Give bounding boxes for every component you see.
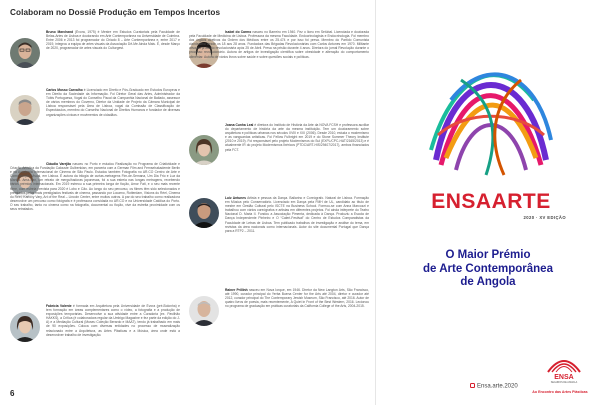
ensa-tagline: Ao Encontro das Artes Plásticas [532, 390, 588, 394]
contributor-name: Bruno Marchand [46, 30, 74, 34]
ensa-logo-icon [544, 352, 584, 384]
portrait-carlos-mosso-carvalho [10, 95, 40, 125]
tagline-line-2: de Arte Contemporânea [423, 262, 553, 275]
contributor-text: nasceu em Nova Iorque, em 1946. Diretor da New Langton Arts, São Francisco, até 1990, curador principal do Yerba Buena Center for the Arts até 2004, diretor e curador até 2012, curador principal do The Contemporary Jewish Museum, São Francisco, até 2016. Autor de quatro livros de poesia, mais recentemente, A Quiet in Front of the Best Western, 2016. Lecionou no programa de graduação em práticas curatoriais da California College of the Arts, 2004-2015. [225, 288, 369, 309]
instagram-icon [470, 383, 475, 388]
page-number: 6 [10, 389, 15, 398]
right-page [376, 0, 600, 405]
contributor-name: Luiz Antunes [225, 196, 246, 200]
bio-carlos-mosso-carvalho [46, 88, 180, 160]
portrait-rainer-prillinh [189, 296, 219, 326]
contributor-name: Joana Cunha Leal [225, 123, 254, 127]
brand-wordmark [416, 190, 566, 214]
bio-joana-cunha-leal [225, 123, 369, 193]
contributor-name: Carlos Mosso Carvalho [46, 88, 83, 92]
contributor-text: (Évora, 1975) é Mestre em Estudos Curatoriais pela Faculdade de Belas-Artes de Lisboa e doutorando em Arte Contemporânea na Universidade de Coimbra. Entre 2006 e 2013 foi programador do Chiado 8 – Arte Contemporânea e, entre 2017 e 2019, integrou a equipa de artes visuais da Associação Dê-Me Ainda Mais. É, desde Março de 2020, programador de artes visuais do Culturgest. [46, 30, 180, 51]
contributor-text: nasceu no Barreiro em 1940. Fez o liceu em Setúbal. Licenciada e doutorada pela Faculdade de Medicina de Lisboa. Professora da mesma Faculdade. Endocrinologista e Endocrinologia. Foi membro dos órgãos diretivos da Ordem dos Médicos entre os 25.474 e por isso foi presa. Membro do Partido Comunista clandestino desde os 18 aos 28 anos. Fundadora das Brigadas Revolucionárias com Carlos Antunes em 1970. Militante ativa da proteção revolucionária após 25 de Abril. Presa na prisão durante 4 anos. Diretora do jornal Revolução durante o processo revolucionário. Autora de artigos de investigação científica sobre obesidade e alteração do comportamento alimentar. Autora de vários livros sobre saúde e sobre questões sociais e políticas. [189, 30, 369, 59]
brand-right: ARTE [491, 190, 551, 213]
brand-left: ENSA [431, 190, 492, 213]
contributor-name: Isabel do Carmo [225, 30, 252, 34]
contributor-text: é diretora do Instituto de História da Arte da NOVA FCSH e professora auxiliar do departamento de história da arte da mesma instituição. Tem um doutoramento sobre arquitetura e políticas urbanas nos séculos XVIII e XIX (2006). Desde 2010, estuda o modernismo e as vanguardas artísticas. Foi Fellow Fulbright em 2019 e do Stone Summer Theory Institute (2010 e 2019). Foi responsável pelo projeto Modernismos do Sul (EXPL/CPC-HAT/2165/2013) e é atualmente IR do projeto Modernismos Ibéricos (PTDC/ART-HIS/29407/2017), ambos financiados pela FCT. [225, 123, 369, 152]
bio-rainer-prillinh [225, 288, 369, 354]
instagram-link[interactable] [470, 383, 518, 390]
portrait-joana-cunha-leal [189, 135, 219, 165]
ribbon-art-icon [416, 40, 566, 190]
instagram-handle: Ensa.arte.2020 [477, 383, 518, 390]
bio-luiz-antunes [225, 196, 369, 282]
contributor-text: é Licenciado em Direito e Pós-Graduado em Estudos Europeus e em Direito da Sociedade da Informação. Foi Diretor Geral das Artes, Administrador da Tóbis Portuguesa, Vogal do Conselho Fiscal da Companhia Nacional de Bailado, assessor de vários membros do Governo, Diretor da Unidade de Projeto da Câmara Municipal de Lisboa responsável pela Área de Lisboa, vogal da Comissão de Classificação de Espectáculos, membro do Conselho Nacional de Direitos Humanos e fundador de diversas organizações cívicas e movimentos de cidadãos. [46, 88, 180, 117]
ensa-logo-text: ENSA [554, 374, 574, 381]
tagline-line-3: de Angola [460, 276, 516, 288]
contributor-text: é formada em Arquitetura pela Universidade de Évora (pré-Bolonha) e tem formação em áreas complementares como o vídeo, a fotografia e a produção de exposições temporárias. Desenvolve a sua atividade entre a Curadoria (ex. Pavilhão HAKKS), a Crítica (é colaboradora regular da Umbigo Magazine e fez parte da edição do J-A) e a Mediação Cultural (Museu Coleção Berardo e MAAT), tendo já trabalhado em mais de 90 exposições. Coloca com diversas entidades no processo de musealização relacionado entre a Arquitetura, as Artes Plásticas e a Música, área onde está a desenvolver trabalho de investigação. [46, 304, 180, 337]
tagline [376, 249, 600, 290]
contributor-text: Artista e pessoa da Dança. Bailarino e Coreógrafo. Natural de Lisboa. Formação em Música pelo Conservatório. Licenciado em Dança pela FMH de UL, candidato ao título de mestre em Gestão Cultural pelo ISCTE na Business School. Formou-se com Anna Marcozzi e trabalhou com vários coreógrafos e artistas em diferentes projetos. Foi ainda intérprete do Teatro Nacional D. Maria II. Fundou a Associação Pimenta, dedicada à Dança. Produziu a Escola de Dança Independente Pinheiro e O “Caleri-Festival” do Centro de Estudos Comparatistas da Faculdade de Letras de Lisboa. Tem publicado trabalhos de investigação e análise do tema, em revistas da área nacionais como internacionais. Autor do site documental Portugal que Dança para a RTP2 – 2011. [225, 196, 369, 233]
contributor-name: Rainer Prillinh [225, 288, 248, 292]
ensa-logo-sub: SEGUROS DE ANGOLA [550, 381, 578, 384]
portrait-fabricia-valente [10, 312, 40, 342]
tagline-line-1: O Maior Prémio [445, 249, 531, 261]
contributor-name: Cláudia Varejão [46, 162, 72, 166]
contributor-text: nasceu no Porto e estudou Realização no Programa de Criatividade e Criação Artística da Fundação Calouste Gulbenkian, em parceria com a German Film and Fernsehakademie Berlin e na Academia Internacional de Cinema de São Paulo. Estudou também Fotografia no AR.CO Centro de Arte e Comunicação Visual, em Lisboa. É autora da trilogia de curtas-metragens Fim-de-Semana, Um Dia Frio e Luz da Manhã. Ama-San, um retrato de mergulhadoras japonesas, foi a sua estreia nas longas metragens, recebendo vários prémios internacionais. Em 2019 estreou a sua primeira longa de ficção, Amor Fati, e o seu mais recente filme, com estreia prevista para 2020 é Lobo e Cão. Ao longo do seu percurso, os filmes têm sido selecionados e premiados pelos mais prestigiados festivais de cinema, passando por Locarno, Rotterdam, Visions du Réel, Cinema du Réel, Karlovy Vary, Art of the Real – Lincoln Center, entre muitos outros. A par do seu trabalho como realizadora desenvolve um percurso como fotógrafa e é professora convidada no AR.CO e na Universidade Católica do Porto. O seu trabalho, tanto no cinema como na fotografia, documental ou ficção, vive da estreita proximidade com os seus retratados. [10, 162, 180, 212]
bio-fabricia-valente [46, 304, 180, 386]
edition-label: 2020 · XV EDIÇÃO [523, 215, 566, 220]
contributor-name: Fabrícia Valente [46, 304, 72, 308]
page-title: Colaboram no Dossiê Produção em Tempos Incertos [10, 8, 221, 17]
portrait-bruno-marchand [10, 38, 40, 68]
bio-claudia-varejao [10, 162, 180, 292]
portrait-luiz-antunes [189, 198, 219, 228]
bio-isabel-do-carmo [189, 30, 369, 120]
bio-bruno-marchand [46, 30, 180, 86]
